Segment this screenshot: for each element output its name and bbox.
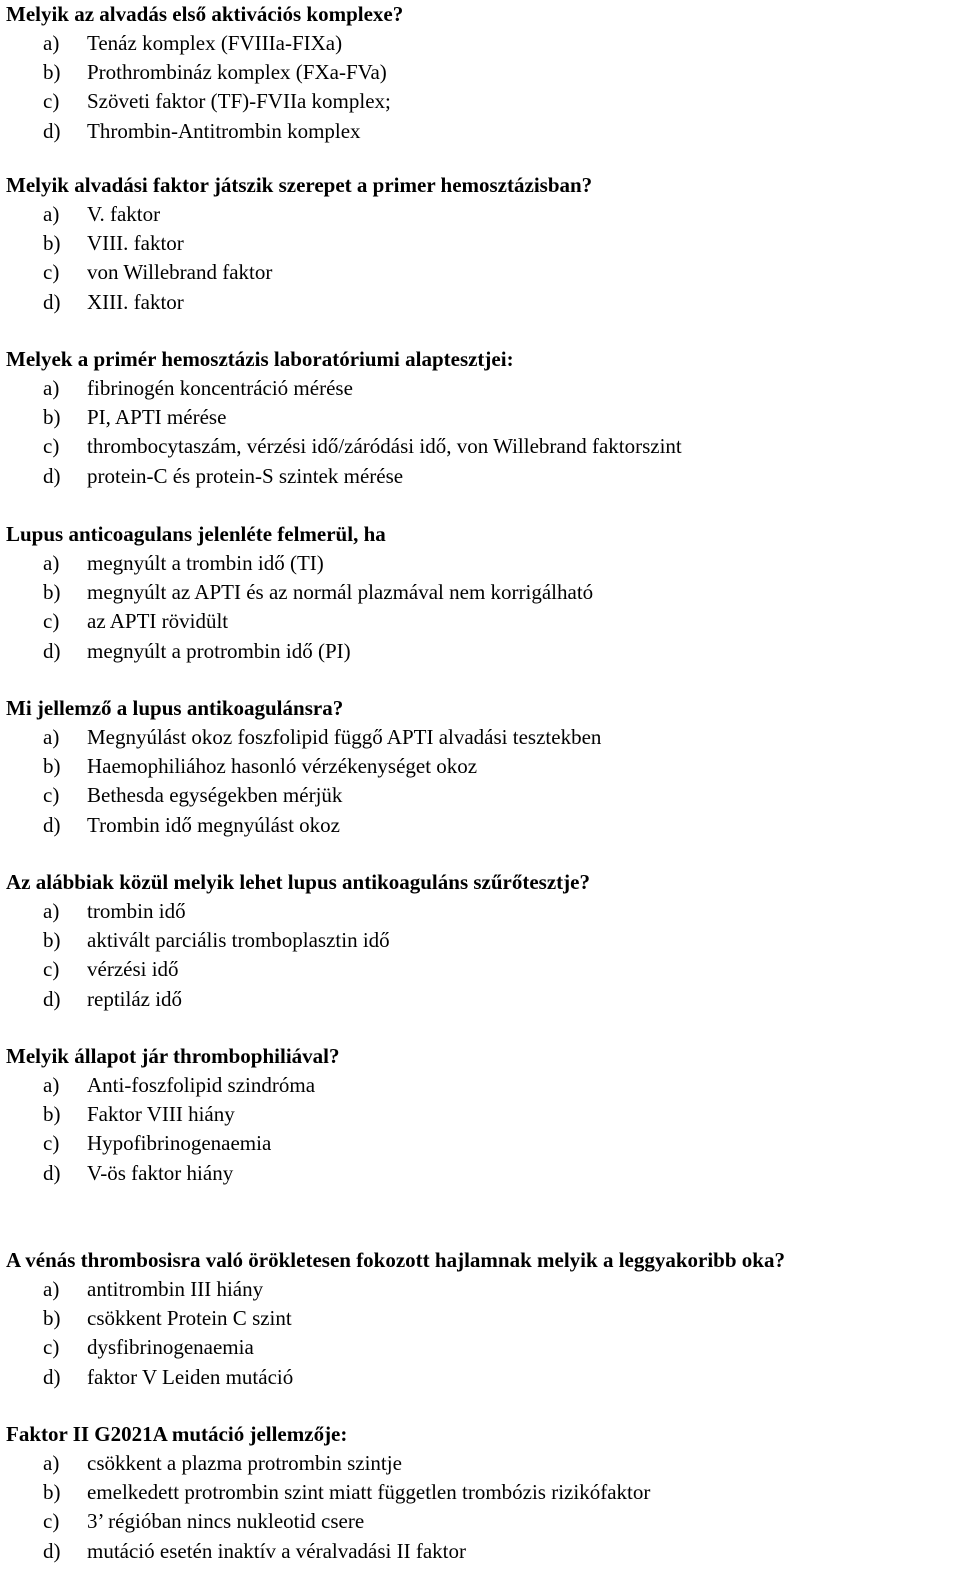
question-title: Melyek a primér hemosztázis laboratóriumi alaptesztjei: [6,347,514,371]
option-letter: d) [43,638,61,663]
option-text: megnyúlt az APTI és az normál plazmával nem korrigálható [87,580,594,605]
option-letter: d) [43,986,61,1011]
option-text: csökkent a plazma protrombin szintje [87,1451,402,1475]
answer-option-c [6,955,960,984]
question-title: Faktor II G2021A mutáció jellemzője: [6,1422,348,1446]
option-text: fibrinogén koncentráció mérése [87,376,353,400]
answer-option-a [6,549,960,578]
option-text: Trombin idő megnyúlást okoz [87,812,340,837]
answer-option-c [6,87,960,116]
question-title: Melyik állapot jár thrombophiliával? [6,1044,340,1068]
answer-option-d [6,288,960,317]
option-text: Prothrombináz komplex (FXa-FVa) [87,60,387,85]
answer-option-b [6,1100,960,1129]
option-text: dysfibrinogenaemia [87,1335,254,1360]
option-text: Faktor VIII hiány [87,1102,235,1127]
option-text: Thrombin-Antitrombin komplex [87,118,361,143]
option-text: protein-C és protein-S szintek mérése [87,463,404,488]
question-6 [6,868,960,1014]
answer-option-d [6,462,960,491]
option-text: trombin idő [87,899,186,923]
option-letter: c) [43,1335,60,1360]
option-letter: a) [43,31,60,55]
answer-option-d [6,117,960,146]
answer-option-b [6,58,960,87]
answer-option-d [6,1537,960,1566]
option-letter: b) [43,1480,61,1505]
option-text: 3’ régióban nincs nukleotid csere [87,1509,365,1534]
option-letter: b) [43,60,61,85]
option-letter: a) [43,202,60,226]
option-letter: a) [43,1277,60,1301]
option-letter: d) [43,289,61,314]
question-title: A vénás thrombosisra való örökletesen fokozott hajlamnak melyik a leggyakoribb oka? [6,1248,785,1272]
option-letter: c) [43,1131,60,1156]
answer-option-c [6,432,960,461]
option-letter: b) [43,1102,61,1127]
option-text: Tenáz komplex (FVIIIa-FIXa) [87,31,343,55]
option-letter: a) [43,899,60,923]
question-4 [6,520,960,666]
option-text: megnyúlt a protrombin idő (PI) [87,638,351,663]
question-title: Mi jellemző a lupus antikoagulánsra? [6,696,344,720]
answer-option-c [6,607,960,636]
option-letter: c) [43,434,60,459]
option-text: Szöveti faktor (TF)-FVIIa komplex; [87,89,391,114]
answer-option-c [6,1333,960,1362]
option-letter: a) [43,1451,60,1475]
option-letter: b) [43,754,61,779]
answer-option-a [6,200,960,229]
option-text: VIII. faktor [87,231,184,256]
answer-option-b [6,403,960,432]
option-text: PI, APTI mérése [87,405,227,430]
answer-option-b [6,229,960,258]
option-letter: a) [43,376,60,400]
answer-option-c [6,1507,960,1536]
option-text: antitrombin III hiány [87,1277,264,1301]
answer-option-a [6,723,960,752]
answer-option-c [6,781,960,810]
option-letter: d) [43,1364,61,1389]
option-letter: c) [43,783,60,808]
answer-option-a [6,1275,960,1304]
option-letter: a) [43,725,60,749]
answer-option-a [6,1449,960,1478]
answer-option-b [6,1304,960,1333]
option-text: mutáció esetén inaktív a véralvadási II faktor [87,1538,467,1563]
option-text: megnyúlt a trombin idő (TI) [87,551,324,575]
option-letter: d) [43,118,61,143]
option-letter: b) [43,1306,61,1331]
question-8 [6,1246,960,1392]
answer-option-b [6,752,960,781]
answer-option-d [6,1363,960,1392]
option-letter: b) [43,580,61,605]
answer-option-b [6,926,960,955]
option-letter: a) [43,551,60,575]
answer-option-d [6,811,960,840]
answer-option-c [6,1129,960,1158]
option-letter: c) [43,1509,60,1534]
answer-option-a [6,897,960,926]
option-text: Anti-foszfolipid szindróma [87,1073,316,1097]
option-text: Haemophiliához hasonló vérzékenységet okoz [87,754,478,779]
option-text: aktivált parciális tromboplasztin idő [87,928,390,953]
option-letter: c) [43,89,60,114]
option-text: Hypofibrinogenaemia [87,1131,272,1156]
option-text: von Willebrand faktor [87,260,273,285]
answer-option-d [6,985,960,1014]
option-text: csökkent Protein C szint [87,1306,292,1331]
answer-option-c [6,258,960,287]
option-text: faktor V Leiden mutáció [87,1364,294,1389]
answer-option-a [6,1071,960,1100]
option-letter: c) [43,260,60,285]
question-1 [6,0,960,146]
question-title: Lupus anticoagulans jelenléte felmerül, ha [6,522,386,546]
answer-option-d [6,1159,960,1188]
option-text: V-ös faktor hiány [87,1160,234,1185]
option-text: XIII. faktor [87,289,184,314]
answer-option-b [6,1478,960,1507]
question-9 [6,1420,960,1566]
option-letter: b) [43,231,61,256]
option-letter: d) [43,1160,61,1185]
answer-option-d [6,637,960,666]
option-letter: d) [43,1538,61,1563]
option-text: vérzési idő [87,957,179,982]
option-text: Megnyúlást okoz foszfolipid függő APTI alvadási tesztekben [87,725,602,749]
question-2 [6,171,960,317]
option-letter: b) [43,928,61,953]
answer-option-a [6,374,960,403]
option-letter: a) [43,1073,60,1097]
answer-option-b [6,578,960,607]
question-title: Melyik az alvadás első aktivációs komplexe? [6,2,404,26]
option-letter: c) [43,609,60,634]
question-3 [6,345,960,491]
question-title: Melyik alvadási faktor játszik szerepet a primer hemosztázisban? [6,173,593,197]
question-title: Az alábbiak közül melyik lehet lupus antikoaguláns szűrőtesztje? [6,870,590,894]
option-text: Bethesda egységekben mérjük [87,783,343,808]
option-text: V. faktor [87,202,161,226]
question-7 [6,1042,960,1188]
option-text: az APTI rövidült [87,609,229,634]
option-letter: d) [43,463,61,488]
option-letter: c) [43,957,60,982]
option-letter: d) [43,812,61,837]
option-text: reptiláz idő [87,986,183,1011]
option-letter: b) [43,405,61,430]
option-text: emelkedett protrombin szint miatt független trombózis rizikófaktor [87,1480,651,1505]
answer-option-a [6,29,960,58]
question-5 [6,694,960,840]
option-text: thrombocytaszám, vérzési idő/záródási idő, von Willebrand faktorszint [87,434,682,459]
